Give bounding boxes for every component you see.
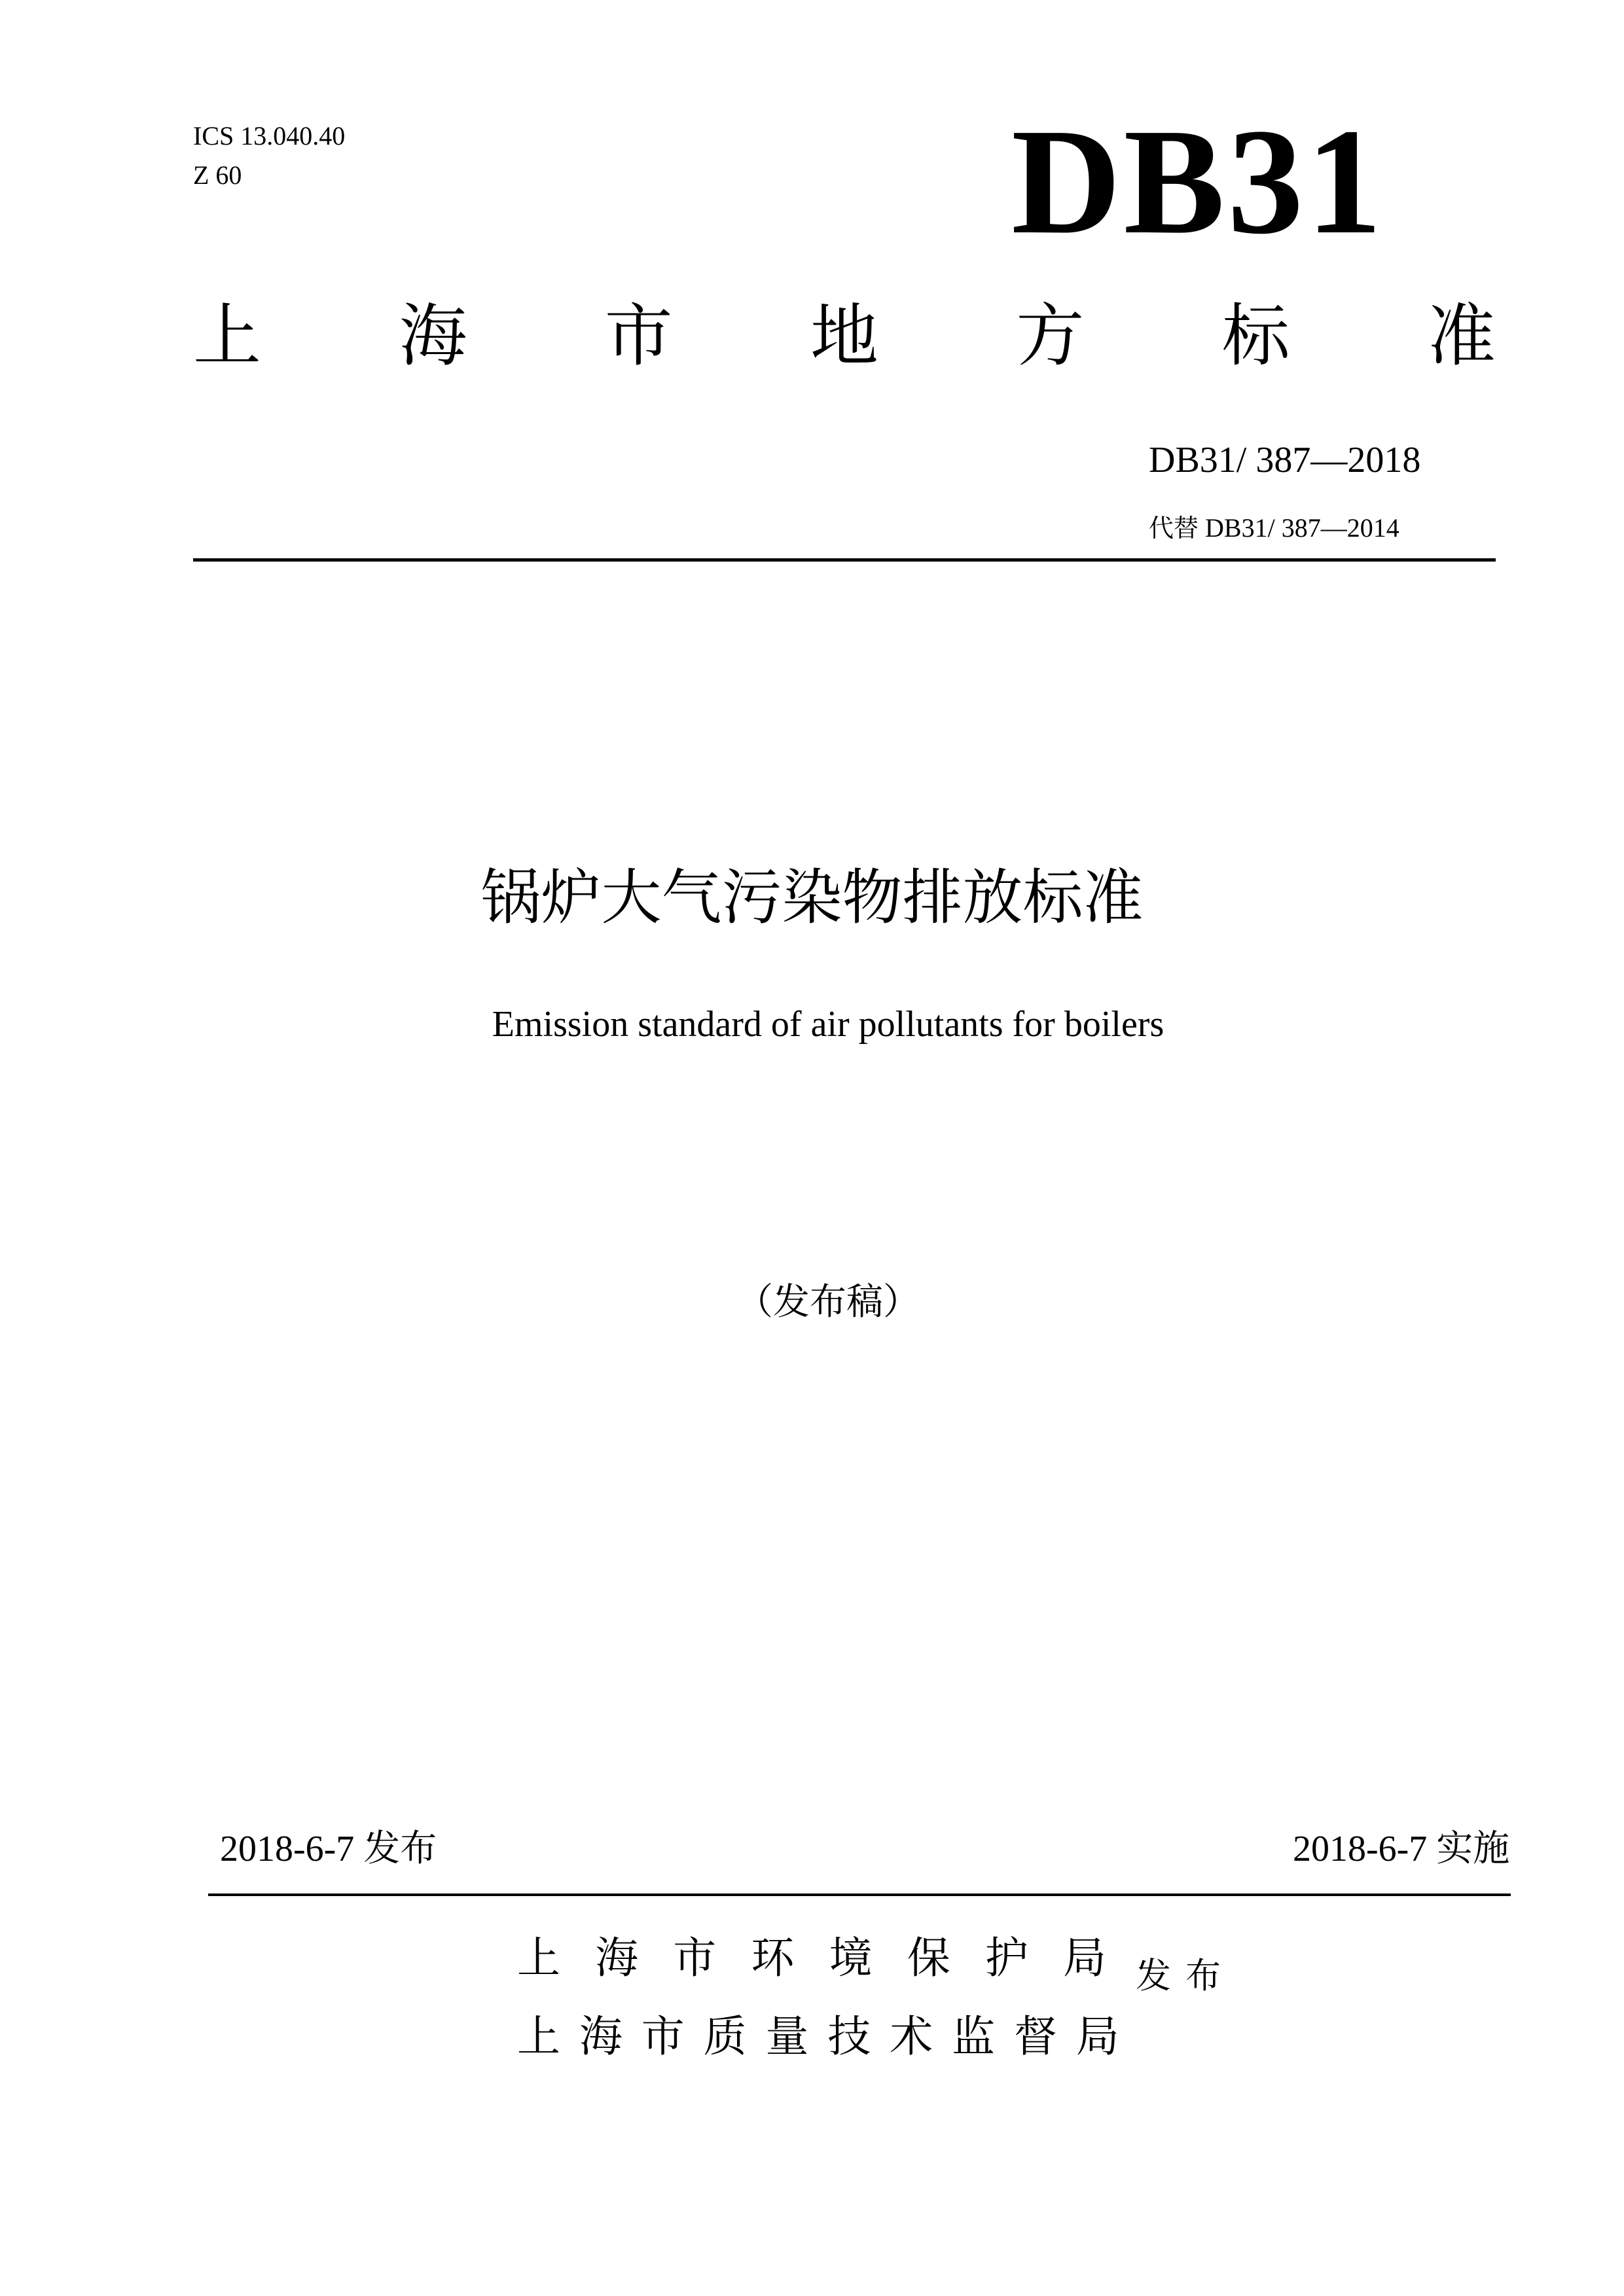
issuer-char: 海	[595, 1933, 639, 1983]
issuer-char: 保	[907, 1933, 950, 1983]
implementation-date	[1293, 1826, 1509, 1872]
issuer-char: 海	[579, 2011, 623, 2062]
title-chinese: 锅炉大气污染物排放标准	[480, 863, 1144, 933]
issue-verb-char: 布	[1185, 1955, 1221, 1996]
header-divider	[193, 558, 1496, 562]
issue-verb-char: 发	[1136, 1955, 1171, 1996]
issuer-char: 量	[765, 2011, 809, 2062]
issuer-char: 监	[952, 2011, 996, 2062]
standard-category	[193, 293, 1496, 378]
issue-verb	[1136, 1953, 1221, 1999]
footer-divider	[208, 1893, 1511, 1896]
issue-date-value: 2018-6-7	[220, 1829, 355, 1869]
replaces-number: DB31/ 387—2014	[1205, 513, 1399, 543]
issuer-quality-bureau	[517, 2011, 1119, 2063]
issuer-char: 质	[703, 2011, 747, 2062]
issuer-char: 技	[827, 2011, 871, 2062]
replaces-line	[1149, 512, 1399, 545]
issuer-char: 境	[829, 1933, 873, 1983]
issuer-char: 上	[517, 1933, 560, 1983]
category-char: 上	[193, 296, 262, 376]
title-english: Emission standard of air pollutants for boilers	[492, 1004, 1164, 1045]
issuer-char: 局	[1062, 1933, 1106, 1983]
issuer-char: 术	[890, 2011, 933, 2062]
issuer-char: 护	[984, 1933, 1028, 1983]
standard-logo: DB31	[1011, 98, 1385, 266]
replaces-prefix: 代替	[1149, 514, 1199, 543]
category-char: 准	[1427, 296, 1496, 376]
implementation-date-label: 实施	[1436, 1827, 1510, 1870]
category-char: 海	[399, 296, 467, 376]
category-char: 方	[1016, 296, 1085, 376]
issuer-environmental-bureau	[517, 1932, 1106, 1984]
implementation-date-value: 2018-6-7	[1293, 1829, 1428, 1869]
issuer-char: 上	[517, 2011, 560, 2062]
issuer-char: 市	[673, 1933, 717, 1983]
ccs-code: Z 60	[193, 160, 242, 190]
category-char: 标	[1221, 296, 1290, 376]
standard-number: DB31/ 387—2018	[1149, 440, 1421, 480]
issue-date-label: 发布	[363, 1827, 437, 1870]
issue-date	[220, 1826, 437, 1872]
issuer-char: 市	[641, 2011, 685, 2062]
draft-status: （发布稿）	[736, 1281, 920, 1323]
ics-code: ICS 13.040.40	[193, 121, 346, 151]
category-char: 地	[810, 296, 878, 376]
category-char: 市	[604, 296, 673, 376]
issuer-char: 督	[1014, 2011, 1057, 2062]
issuer-char: 局	[1075, 2011, 1119, 2062]
issuer-char: 环	[751, 1933, 795, 1983]
